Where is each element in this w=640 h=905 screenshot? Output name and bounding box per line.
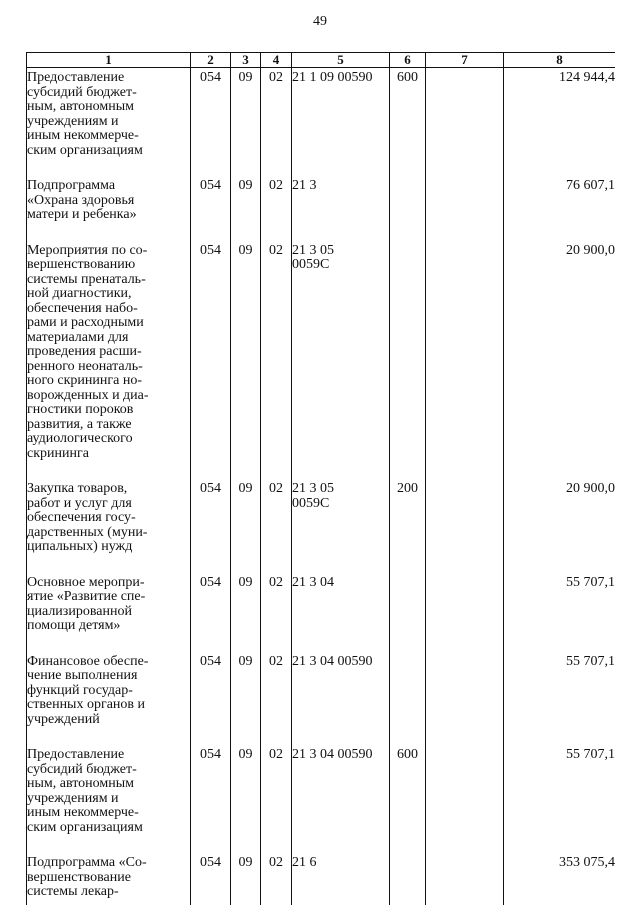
section-code-cell: 09	[231, 241, 261, 480]
row-name-line: иным некоммерче-	[27, 805, 139, 820]
row-name-line: дарственных (муни-	[27, 524, 148, 540]
expense-type-cell: 600	[390, 68, 426, 177]
column-header: 8	[504, 53, 616, 68]
row-name-line: учреждений	[27, 711, 100, 727]
row-name-cell	[27, 745, 191, 853]
ministry-code-cell: 054	[191, 68, 231, 177]
row-name-line: рами и расходными	[27, 315, 144, 330]
subsection-code-cell: 02	[261, 745, 292, 853]
table-row	[27, 652, 616, 746]
expense-type-cell	[390, 573, 426, 652]
row-name-line: проведения расши-	[27, 344, 142, 359]
table-row	[27, 573, 616, 652]
column-7-cell	[426, 176, 504, 241]
column-header: 5	[292, 53, 390, 68]
row-name-line: работ и услуг для	[27, 495, 132, 511]
row-name-line: системы лекар-	[27, 884, 119, 899]
target-article-line: 21 3 04 00590	[292, 747, 373, 762]
expense-type-cell	[390, 853, 426, 905]
row-name-line: вершенствование	[27, 869, 131, 885]
row-name-line: ворожденных и диа-	[27, 387, 149, 403]
ministry-code-cell: 054	[191, 479, 231, 573]
row-name-line: ственных органов и	[27, 697, 146, 712]
column-header: 1	[27, 53, 191, 68]
column-7-cell	[426, 479, 504, 573]
target-article-cell	[292, 745, 390, 853]
target-article-line: 21 1 09 00590	[292, 70, 373, 85]
row-name-line: ским организациям	[27, 819, 143, 835]
row-name-line: Мероприятия по со-	[27, 242, 148, 258]
target-article-cell	[292, 652, 390, 746]
subsection-code-cell: 02	[261, 853, 292, 905]
table-row	[27, 479, 616, 573]
target-article-line: 21 3 05	[292, 481, 334, 496]
target-article-cell	[292, 68, 390, 177]
row-name-line: ной диагностики,	[27, 286, 132, 301]
ministry-code-cell: 054	[191, 652, 231, 746]
column-7-cell	[426, 241, 504, 480]
row-name-line: системы пренаталь-	[27, 271, 146, 287]
ministry-code-cell: 054	[191, 241, 231, 480]
column-header: 4	[261, 53, 292, 68]
row-name-line: скрининга	[27, 445, 89, 461]
row-name-cell	[27, 652, 191, 746]
target-article-cell	[292, 573, 390, 652]
amount-cell: 55 707,1	[504, 745, 616, 853]
target-article-line: 21 3 04	[292, 574, 334, 590]
row-name-line: Предоставление	[27, 747, 125, 762]
column-7-cell	[426, 745, 504, 853]
table-row	[27, 68, 616, 177]
amount-cell: 76 607,1	[504, 176, 616, 241]
row-name-line: учреждениям и	[27, 790, 119, 806]
table-body	[27, 68, 616, 905]
table-row	[27, 176, 616, 241]
amount-cell: 353 075,4	[504, 853, 616, 905]
section-code-cell: 09	[231, 68, 261, 177]
row-name-line: чение выполнения	[27, 668, 138, 683]
row-name-cell	[27, 573, 191, 652]
row-name-line: Подпрограмма	[27, 178, 116, 193]
budget-table	[26, 52, 615, 905]
row-name-line: развития, а также	[27, 416, 132, 432]
expense-type-cell	[390, 176, 426, 241]
row-name-cell	[27, 176, 191, 241]
target-article-line: 0059С	[292, 257, 330, 272]
row-name-line: субсидий бюджет-	[27, 761, 137, 777]
subsection-code-cell: 02	[261, 479, 292, 573]
row-name-line: вершенствованию	[27, 257, 136, 272]
column-header: 6	[390, 53, 426, 68]
table-row	[27, 745, 616, 853]
budget-table-container	[26, 52, 615, 905]
target-article-line: 21 3 05	[292, 242, 334, 258]
section-code-cell: 09	[231, 479, 261, 573]
target-article-cell	[292, 241, 390, 480]
target-article-cell	[292, 479, 390, 573]
column-header: 7	[426, 53, 504, 68]
subsection-code-cell: 02	[261, 68, 292, 177]
target-article-line: 0059С	[292, 495, 330, 511]
target-article-cell	[292, 853, 390, 905]
row-name-line: ного скрининга но-	[27, 373, 142, 388]
target-article-line: 21 6	[292, 855, 317, 870]
row-name-line: Финансовое обеспе-	[27, 653, 149, 669]
column-7-cell	[426, 573, 504, 652]
target-article-line: 21 3 04 00590	[292, 653, 373, 669]
row-name-line: Подпрограмма «Со-	[27, 855, 147, 870]
subsection-code-cell: 02	[261, 573, 292, 652]
column-header: 2	[191, 53, 231, 68]
row-name-cell	[27, 241, 191, 480]
column-7-cell	[426, 853, 504, 905]
row-name-line: ным, автономным	[27, 776, 135, 791]
row-name-cell	[27, 853, 191, 905]
row-name-line: ципальных) нужд	[27, 539, 133, 554]
ministry-code-cell: 054	[191, 176, 231, 241]
amount-cell: 55 707,1	[504, 573, 616, 652]
subsection-code-cell: 02	[261, 652, 292, 746]
row-name-line: помощи детям»	[27, 618, 121, 633]
table-row	[27, 853, 616, 905]
column-header: 3	[231, 53, 261, 68]
row-name-line: ным, автономным	[27, 99, 135, 114]
table-row	[27, 241, 616, 480]
column-7-cell	[426, 68, 504, 177]
row-name-cell	[27, 479, 191, 573]
row-name-line: обеспечения набо-	[27, 300, 138, 316]
amount-cell: 20 900,0	[504, 479, 616, 573]
expense-type-cell	[390, 652, 426, 746]
section-code-cell: 09	[231, 853, 261, 905]
row-name-line: материалами для	[27, 329, 129, 345]
row-name-line: матери и ребенка»	[27, 207, 137, 222]
row-name-line: ским организациям	[27, 142, 143, 158]
section-code-cell: 09	[231, 652, 261, 746]
row-name-cell	[27, 68, 191, 177]
ministry-code-cell: 054	[191, 745, 231, 853]
subsection-code-cell: 02	[261, 241, 292, 480]
row-name-line: Основное меропри-	[27, 574, 145, 590]
amount-cell: 124 944,4	[504, 68, 616, 177]
amount-cell: 20 900,0	[504, 241, 616, 480]
row-name-line: учреждениям и	[27, 113, 119, 129]
expense-type-cell	[390, 241, 426, 480]
expense-type-cell: 600	[390, 745, 426, 853]
row-name-line: ренного неонаталь-	[27, 358, 143, 374]
row-name-line: аудиологического	[27, 431, 133, 446]
row-name-line: гностики пороков	[27, 402, 134, 417]
row-name-line: обеспечения госу-	[27, 510, 136, 525]
row-name-line: функций государ-	[27, 682, 133, 698]
ministry-code-cell: 054	[191, 573, 231, 652]
row-name-line: Закупка товаров,	[27, 481, 128, 496]
section-code-cell: 09	[231, 176, 261, 241]
row-name-line: ятие «Развитие спе-	[27, 589, 146, 604]
target-article-line: 21 3	[292, 178, 317, 193]
row-name-line: субсидий бюджет-	[27, 84, 137, 100]
page-number: 49	[313, 14, 327, 29]
section-code-cell: 09	[231, 745, 261, 853]
header-row	[27, 53, 616, 68]
row-name-line: иным некоммерче-	[27, 128, 139, 143]
row-name-line: Предоставление	[27, 70, 125, 85]
row-name-line: циализированной	[27, 603, 132, 619]
section-code-cell: 09	[231, 573, 261, 652]
subsection-code-cell: 02	[261, 176, 292, 241]
expense-type-cell: 200	[390, 479, 426, 573]
row-name-line: «Охрана здоровья	[27, 192, 135, 208]
amount-cell: 55 707,1	[504, 652, 616, 746]
column-7-cell	[426, 652, 504, 746]
ministry-code-cell: 054	[191, 853, 231, 905]
target-article-cell	[292, 176, 390, 241]
